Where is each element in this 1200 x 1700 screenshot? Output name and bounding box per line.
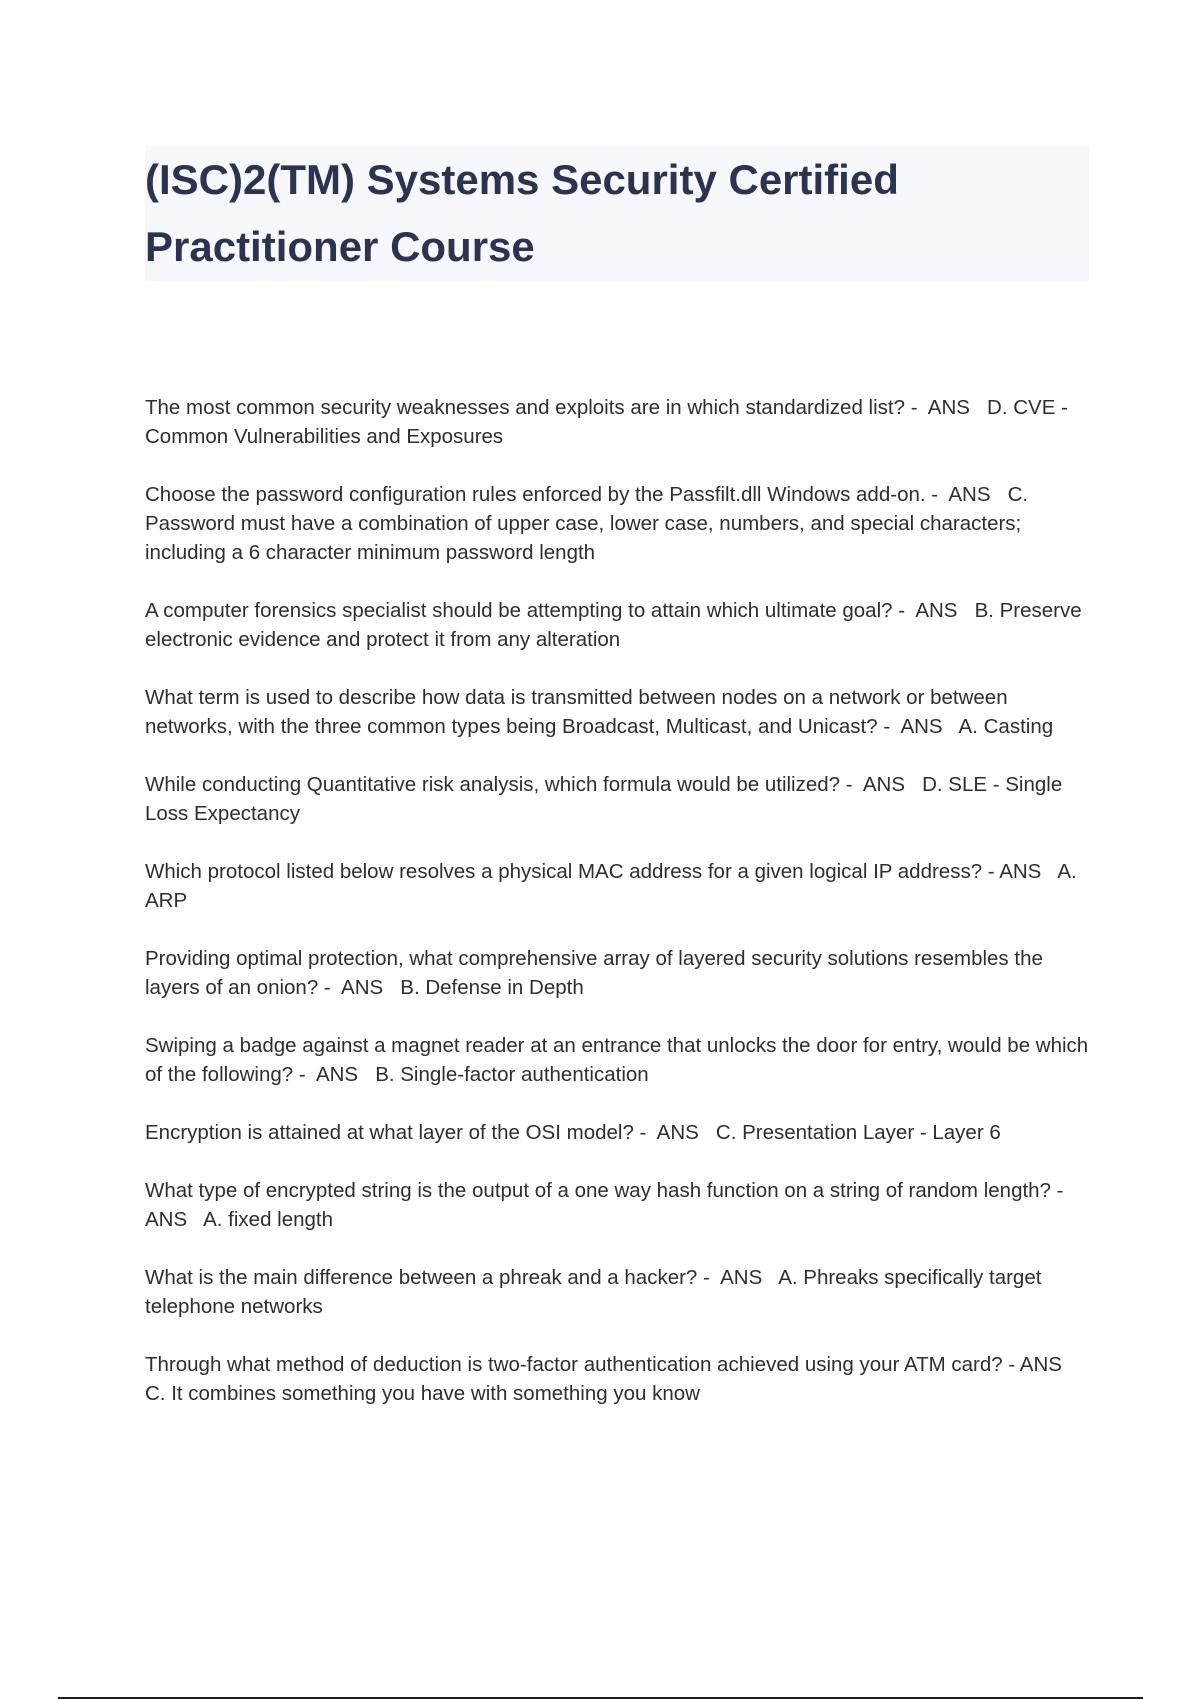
qa-item [145, 857, 1090, 915]
answer-text: C. It combines something you have with something you know [145, 1382, 700, 1405]
document-title: (ISC)2(TM) Systems Security Certified Practitioner Course [145, 156, 899, 270]
answer-text: A. fixed length [203, 1208, 334, 1231]
qa-item [145, 944, 1090, 1002]
answer-text: D. SLE - Single Loss Expectancy [145, 773, 1068, 825]
answer-separator: - ANS [982, 860, 1058, 883]
answer-separator: - ANS [697, 1266, 779, 1289]
qa-item [145, 596, 1090, 654]
question-text: What term is used to describe how data is transmitted between nodes on a network or between networks, with the three common types being Broadcast, Multicast, and Unicast? [145, 686, 1014, 738]
answer-text: B. Defense in Depth [400, 976, 584, 999]
answer-separator: - ANS [877, 715, 959, 738]
answer-text: C. Presentation Layer - Layer 6 [715, 1121, 1001, 1144]
answer-text: A. ARP [145, 860, 1082, 912]
qa-item [145, 1263, 1090, 1321]
qa-item [145, 1118, 1090, 1147]
answer-text: B. Single-factor authentication [375, 1063, 649, 1086]
qa-item [145, 480, 1090, 567]
question-text: The most common security weaknesses and exploits are in which standardized list? [145, 396, 905, 419]
answer-text: D. CVE - Common Vulnerabilities and Exposures [145, 396, 1074, 448]
question-text: Choose the password configuration rules enforced by the Passfilt.dll Windows add-on. [145, 483, 926, 506]
qa-item [145, 393, 1090, 451]
answer-text: A. Casting [958, 715, 1054, 738]
answer-text: A. Phreaks specifically target telephone networks [145, 1266, 1048, 1318]
qa-item [145, 1176, 1090, 1234]
question-text: While conducting Quantitative risk analysis, which formula would be utilized? [145, 773, 841, 796]
question-text: Swiping a badge against a magnet reader at an entrance that unlocks the door for entry, would be which of the following? [145, 1034, 1094, 1086]
footer-divider [58, 1697, 1143, 1699]
question-text: What type of encrypted string is the output of a one way hash function on a string of random length? [145, 1179, 1051, 1202]
question-text: A computer forensics specialist should be attempting to attain which ultimate goal? [145, 599, 893, 622]
question-text: Which protocol listed below resolves a physical MAC address for a given logical IP address? [145, 860, 983, 883]
answer-separator: - ANS [318, 976, 401, 999]
question-text: Through what method of deduction is two-factor authentication achieved using your ATM card? [145, 1353, 1003, 1376]
qa-item [145, 683, 1090, 741]
qa-item [145, 1031, 1094, 1089]
answer-text: C. Password must have a combination of upper case, lower case, numbers, and special characters; including a 6 character minimum password length [145, 483, 1034, 564]
qa-item [145, 770, 1090, 828]
answer-separator: - ANS [633, 1121, 716, 1144]
answer-separator: - ANS [1002, 1353, 1080, 1376]
answer-text: B. Preserve electronic evidence and protect it from any alteration [145, 599, 1088, 651]
question-text: What is the main difference between a phreak and a hacker? [145, 1266, 698, 1289]
answer-separator: - ANS [925, 483, 1008, 506]
answer-separator: - ANS [905, 396, 988, 419]
question-text: Providing optimal protection, what comprehensive array of layered security solutions resembles the layers of an onion? [145, 947, 1049, 999]
answer-separator: - ANS [293, 1063, 376, 1086]
question-text: Encryption is attained at what layer of the OSI model? [145, 1121, 634, 1144]
answer-separator: - ANS [892, 599, 975, 622]
qa-list [145, 393, 1094, 1437]
qa-item [145, 1350, 1090, 1408]
answer-separator: - ANS [840, 773, 923, 796]
title-block [145, 146, 1089, 281]
answer-separator: - ANS [145, 1179, 1074, 1231]
